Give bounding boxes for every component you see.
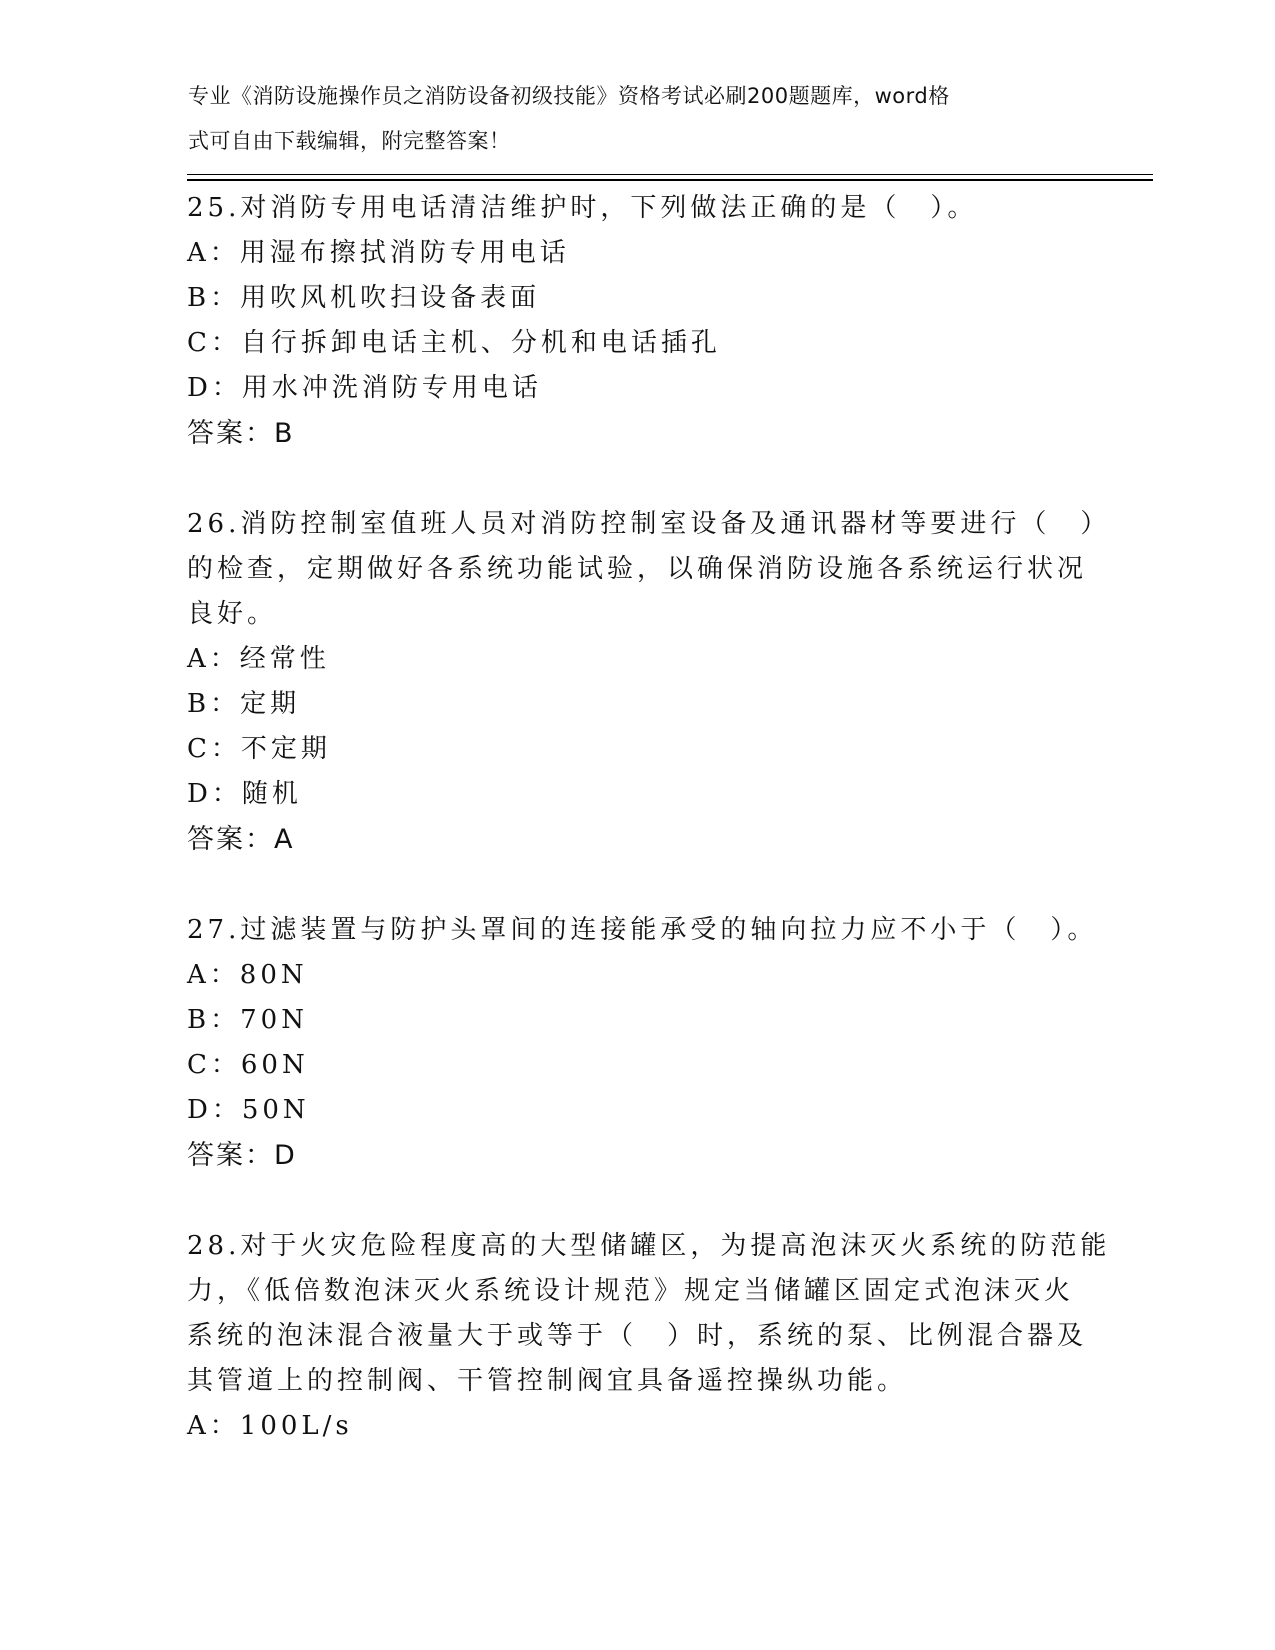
answer-line: 答案：A (187, 824, 295, 855)
question-26 (187, 502, 1111, 862)
question-spacer (187, 456, 1087, 502)
question-28 (187, 1224, 1111, 1449)
option-d: D：用水冲洗消防专用电话 (187, 373, 542, 403)
question-stem: 27.过滤装置与防护头罩间的连接能承受的轴向拉力应不小于（ ）。 (187, 915, 1098, 945)
question-stem: 26.消防控制室值班人员对消防控制室设备及通讯器材等要进行（ ） (187, 509, 1111, 539)
question-stem: 的检查，定期做好各系统功能试验，以确保消防设施各系统运行状况 (187, 554, 1088, 584)
header-line: 式可自由下载编辑，附完整答案！ (188, 129, 511, 153)
option-c: C：自行拆卸电话主机、分机和电话插孔 (187, 328, 721, 358)
header-divider-thin (187, 174, 1153, 175)
question-spacer (187, 862, 1087, 908)
option-b: B：70N (187, 1005, 308, 1035)
option-a: A：80N (187, 960, 308, 990)
option-c: C：60N (187, 1050, 309, 1080)
option-b: B：定期 (187, 689, 301, 719)
question-list (187, 186, 1111, 1449)
question-25 (187, 186, 1087, 456)
question-stem: 力，《低倍数泡沫灭火系统设计规范》规定当储罐区固定式泡沫灭火 (187, 1276, 1075, 1306)
option-a: A：用湿布擦拭消防专用电话 (187, 238, 570, 268)
option-d: D：50N (187, 1095, 310, 1125)
option-d: D：随机 (187, 779, 302, 809)
answer-line: 答案：D (187, 1140, 297, 1171)
question-stem: 良好。 (187, 599, 278, 629)
answer-line: 答案：B (187, 418, 295, 449)
question-stem: 系统的泡沫混合液量大于或等于（ ）时，系统的泵、比例混合器及 (187, 1321, 1088, 1351)
header-divider-thick (187, 179, 1153, 181)
question-27 (187, 908, 1098, 1178)
option-a: A：100L/s (187, 1411, 353, 1441)
question-stem: 其管道上的控制阀、干管控制阀宜具备遥控操纵功能。 (187, 1366, 908, 1396)
question-stem: 28.对于火灾危险程度高的大型储罐区，为提高泡沫灭火系统的防范能 (187, 1231, 1111, 1261)
header-line: 专业《消防设施操作员之消防设备初级技能》资格考试必刷200题题库，word格 (188, 84, 950, 108)
option-c: C：不定期 (187, 734, 331, 764)
option-a: A：经常性 (187, 644, 330, 674)
question-spacer (187, 1178, 1087, 1224)
document-header (188, 74, 1068, 164)
question-stem: 25.对消防专用电话清洁维护时，下列做法正确的是（ ）。 (187, 193, 978, 223)
option-b: B：用吹风机吹扫设备表面 (187, 283, 541, 313)
